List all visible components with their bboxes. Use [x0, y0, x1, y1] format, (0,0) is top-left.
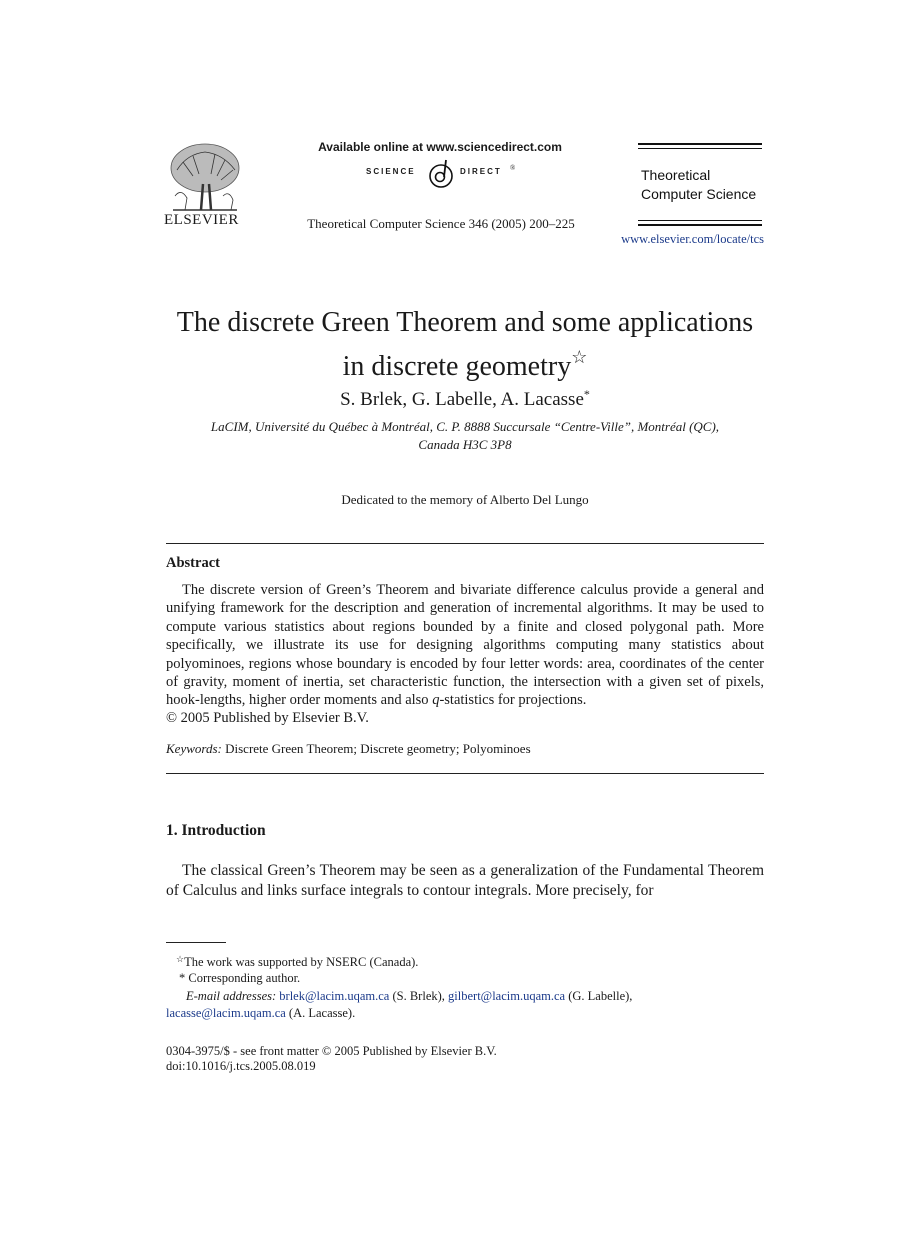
- footnote-rule: [166, 942, 226, 943]
- corresponding-text: Corresponding author.: [188, 971, 301, 985]
- funding-mark: ☆: [176, 954, 185, 964]
- title-note-mark[interactable]: ☆: [571, 347, 588, 367]
- journal-name-line2: Computer Science: [641, 186, 757, 202]
- affiliation-line1: LaCIM, Université du Québec à Montréal, C. P. 8888 Succursale “Centre-Ville”, Montréal (QC),: [210, 419, 720, 434]
- sciencedirect-logo: [300, 158, 580, 190]
- publisher-name: ELSEVIER: [164, 212, 239, 228]
- abstract-bottom-rule: [166, 773, 764, 774]
- footnote-emails: [186, 988, 632, 1006]
- footnote-funding: [176, 951, 418, 972]
- abstract-body: The discrete version of Green’s Theorem and bivariate difference calculus provide a general and unifying framework for the description and generation of incremental algorithms. It may be used to compute various statistics about regions bounded by a finite and closed polygonal path. More specifically, we illustrate its use for designing algorithms computing many statistics about polyominoes, regions whose boundary is encoded by four letter words: area, coordinates of the center of gravity, moment of inertia, set characteristic function, the intersection with a given set of pixels, hook-lengths, higher order moments and also: [166, 582, 764, 709]
- abstract-heading: Abstract: [166, 555, 220, 571]
- journal-rule: [638, 148, 762, 149]
- doi-line[interactable]: doi:10.1016/j.tcs.2005.08.019: [166, 1059, 316, 1073]
- available-online-text: Available online at www.sciencedirect.com: [318, 140, 562, 154]
- corresponding-footnote-mark: *: [179, 971, 186, 985]
- email-name-lacasse: (A. Lacasse).: [288, 1006, 356, 1020]
- abstract-top-rule: [166, 543, 764, 544]
- journal-url-link[interactable]: www.elsevier.com/locate/tcs: [621, 232, 764, 246]
- abstract-text: [166, 581, 764, 710]
- email-name-brlek: (S. Brlek),: [392, 989, 445, 1003]
- journal-rule: [638, 224, 762, 226]
- author-list: S. Brlek, G. Labelle, A. Lacasse: [340, 389, 584, 410]
- issn-line: 0304-3975/$ - see front matter © 2005 Published by Elsevier B.V.: [166, 1044, 497, 1058]
- email-link-lacasse[interactable]: lacasse@lacim.uqam.ca: [166, 1006, 286, 1020]
- funding-text: The work was supported by NSERC (Canada).: [184, 955, 419, 969]
- title-line2: in discrete geometry: [342, 351, 572, 382]
- affiliation-line2: Canada H3C 3P8: [418, 437, 512, 452]
- journal-name: [641, 166, 756, 204]
- introduction-text: The classical Green’s Theorem may be seen as a generalization of the Fundamental Theorem of Calculus and links surface integrals to contour integrals. More precisely, for: [166, 862, 764, 899]
- affiliation: [150, 418, 780, 454]
- corresponding-mark[interactable]: *: [583, 387, 590, 401]
- journal-rule: [638, 220, 762, 221]
- journal-rule: [638, 143, 762, 145]
- sciencedirect-mark: ®: [510, 164, 516, 172]
- email-label: E-mail addresses:: [186, 989, 277, 1003]
- journal-name-line1: Theoretical: [641, 167, 711, 183]
- email-name-labelle: (G. Labelle),: [568, 989, 633, 1003]
- sciencedirect-at-icon: [426, 158, 456, 190]
- title-line1: The discrete Green Theorem and some applications: [176, 307, 754, 338]
- journal-citation: Theoretical Computer Science 346 (2005) 200–225: [307, 216, 575, 231]
- dedication: Dedicated to the memory of Alberto Del Lungo: [341, 492, 589, 507]
- sciencedirect-right: DIRECT: [460, 167, 502, 176]
- footnote-emails-cont: [166, 1005, 355, 1023]
- section-heading-introduction: 1. Introduction: [166, 822, 266, 839]
- keywords: [166, 741, 764, 757]
- keywords-label: Keywords:: [166, 741, 222, 756]
- q-symbol: q: [432, 692, 440, 709]
- keywords-list: Discrete Green Theorem; Discrete geometry; Polyominoes: [225, 741, 531, 756]
- email-link-labelle[interactable]: gilbert@lacim.uqam.ca: [448, 989, 566, 1003]
- email-link-brlek[interactable]: brlek@lacim.uqam.ca: [279, 989, 390, 1003]
- authors: [120, 387, 810, 411]
- sciencedirect-left: SCIENCE: [366, 167, 416, 176]
- paper-title: [120, 306, 810, 384]
- footnote-corresponding: [179, 970, 300, 988]
- abstract-body-end: -statistics for projections.: [439, 692, 587, 709]
- copyright: © 2005 Published by Elsevier B.V.: [166, 710, 369, 726]
